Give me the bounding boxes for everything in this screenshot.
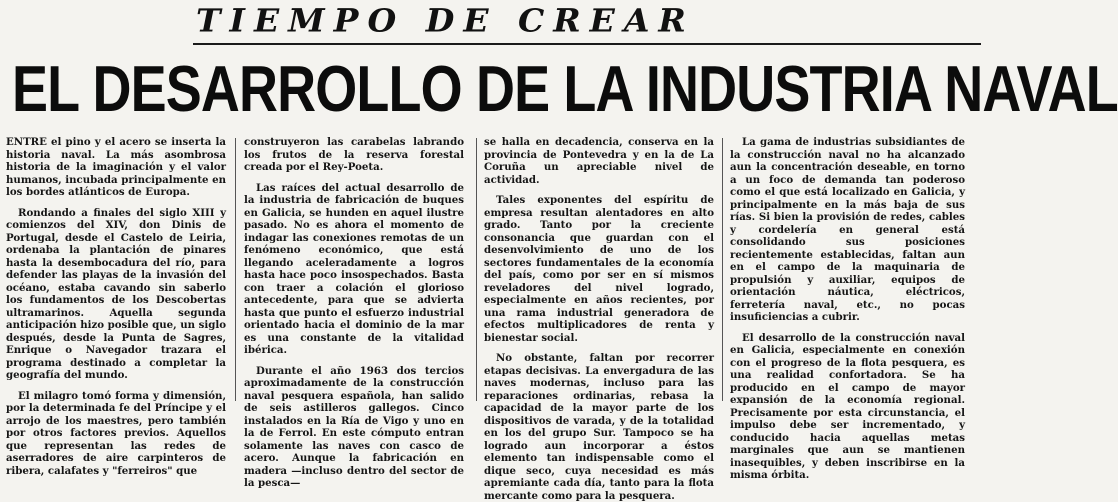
paragraph: Las raíces del actual desarrollo de la industria de fabricación de buques en Galicia, se hunden en aquel ilustre pasado. No es ahora el momento de indagar las conexiones remotas de un fenómeno económico, que está llegando aceleradamente a logros hasta hace poco insospechados. Basta con traer a colación el glorioso antecedente, para que se advierta hasta que punto el esfuerzo industrial orientado hacia el dominio de la mar es una constante de la vitalidad ibérica. — [244, 181, 464, 356]
paragraph: Rondando a finales del siglo XIII y comienzos del XIV, don Dinis de Portugal, desde el Castelo de Leiria, ordenaba la plantación de pinares hasta la desembocadura del río, para defender las playas de la invasión del océano, estaba cavando sin saberlo los fundamentos de los Descobertas ultramarinos. Aquella segunda anticipación hizo posible que, un siglo después, desde la Punta de Sagres, Enrique o Navegador trazara el programa destinado a completar la geografía del mundo. — [6, 206, 227, 381]
headline: EL DESARROLLO DE LA INDUSTRIA NAVAL — [12, 52, 1118, 125]
column-divider — [235, 138, 236, 401]
column-3 — [484, 136, 714, 502]
paragraph: No obstante, faltan por recorrer etapas decisivas. La envergadura de las naves modernas, incluso para las reparaciones ordinarias, rebasa la capacidad de la mayor parte de los dispositivos de varada, y de la totalidad en los del grupo Sur. Tampoco se ha logrado aun incorporar a éstos elemento tan indispensable como el dique seco, cuya necesidad es más apremiante cada día, tanto para la flota mercante como para la pesquera. — [484, 352, 714, 502]
kicker-title: TIEMPO DE CREAR — [196, 2, 695, 40]
paragraph: Durante el año 1963 dos tercios aproximadamente de la construcción naval pesquera española, han salido de seis astilleros gallegos. Cinco instalados en la Ría de Vigo y uno en la de Ferrol. En este cómputo entran solamente las naves con casco de acero. Aunque la fabricación en madera —incluso dentro del sector de la pesca— — [244, 364, 464, 489]
paragraph: El milagro tomó forma y dimensión, por la determinada fe del Príncipe y el arrojo de los maestres, pero también por otros factores previos. Aquellos que representan las redes de aserradores de aire carpinteros de ribera, calafates y "ferreiros" que — [6, 389, 226, 477]
paragraph: se halla en decadencia, conserva en la provincia de Pontevedra y en la de La Coruña un apreciable nivel de actividad. — [484, 136, 714, 186]
paragraph: El desarrollo de la construcción naval en Galicia, especialmente en conexión con el progreso de la flota pesquera, es una realidad confortadora. Se ha producido en el campo de mayor expansión de la economía regional. Precisamente por esta circunstancia, el impulso debe ser incrementado, y conducido hacia aquellas metas marginales que aun se mantienen inasequibles, y deben inscribirse en la misma órbita. — [730, 331, 965, 481]
paragraph: construyeron las carabelas labrando los frutos de la reserva forestal creada por el Rey-Poeta. — [244, 136, 464, 173]
column-divider — [476, 138, 477, 401]
paragraph: La gama de industrias subsidiantes de la construcción naval no ha alcanzado aun la concentración deseable, en torno a un foco de demanda tan poderoso como el que está localizado en Galicia, y principalmente en la más baja de sus rías. Si bien la provisión de redes, cables y cordelería en general está consolidando sus posiciones recientemente establecidas, faltan aun en el campo de la maquinaria de propulsión y auxiliar, equipos de orientación náutica, eléctricos, ferretería naval, etc., no pocas insuficiencias a cubrir. — [730, 136, 965, 323]
column-divider — [722, 138, 723, 401]
kicker-rule — [193, 43, 981, 45]
paragraph: ENTRE el pino y el acero se inserta la historia naval. La más asombrosa historia de la imaginación y el valor humanos, incubada principalmente en los bordes atlánticos de Europa. — [6, 136, 226, 198]
column-4 — [730, 136, 965, 481]
column-1 — [6, 136, 227, 477]
kicker-banner — [0, 0, 981, 40]
article-body — [0, 136, 981, 502]
paragraph: Tales exponentes del espíritu de empresa resultan alentadores en alto grado. Tanto por la creciente consonancia que guardan con el desenvolvimiento de uno de los sectores fundamentales de la economía del país, como por ser en sí mismos reveladores del nivel logrado, especialmente en años recientes, por una rama industrial generadora de efectos multiplicadores de renta y bienestar social. — [484, 194, 714, 344]
column-2 — [244, 136, 464, 489]
